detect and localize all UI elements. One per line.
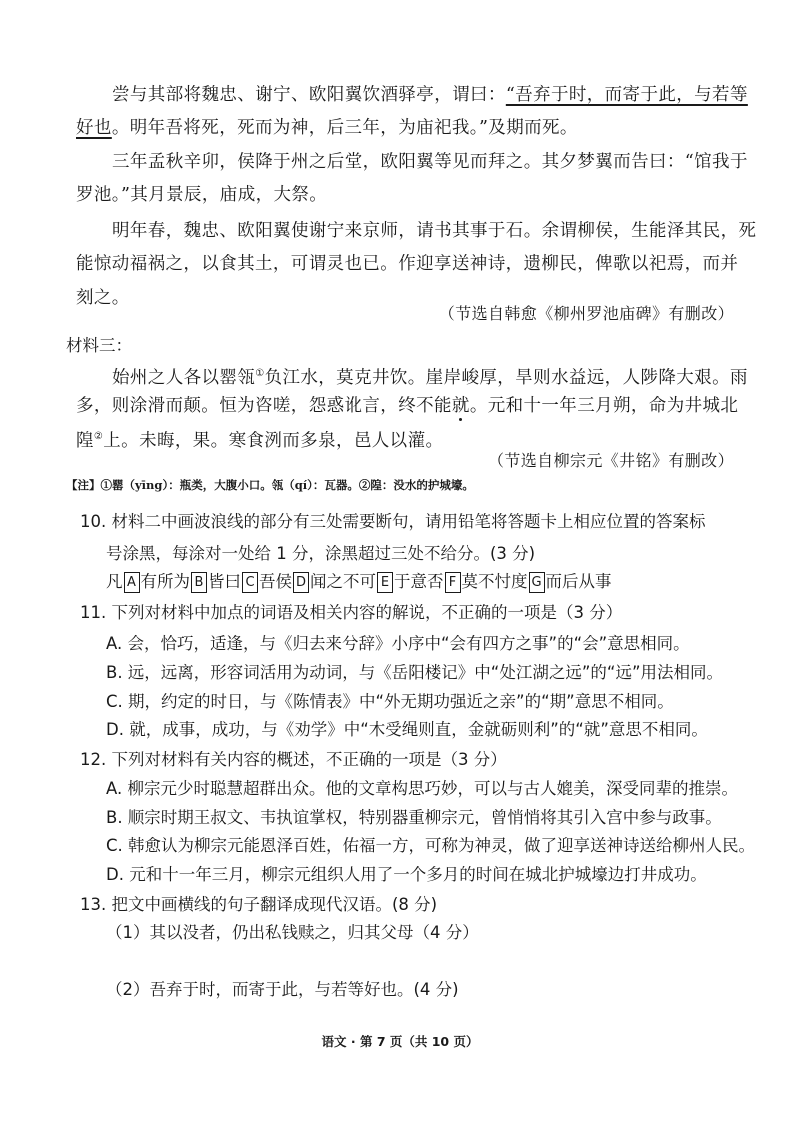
break-box-a: A — [124, 572, 140, 593]
break-box-d: D — [293, 572, 309, 593]
break-box-e: E — [377, 572, 393, 593]
q13-sentence-2: （2）吾弃于时，而寄于此，与若等好也。(4 分) — [106, 980, 459, 999]
q12-stem: 12. 下列对材料有关内容的概述，不正确的一项是（3 分） — [80, 750, 507, 769]
break-box-c: C — [242, 572, 258, 593]
material3-heading: 材料三： — [66, 336, 132, 355]
underlined-sentence-end: 好也 — [76, 118, 112, 138]
q10-stem-line2: 号涂黑，每涂对一处给 1 分，涂黑超过三处不给分。(3 分) — [106, 544, 536, 563]
material2-p1-line1 — [112, 83, 748, 107]
footnote-mark: ② — [93, 431, 104, 442]
q12-option-b: B. 顺宗时期王叔文、韦执谊掌权，特别器重柳宗元，曾悄悄将其引入宫中参与政事。 — [106, 808, 722, 827]
q13-stem: 13. 把文中画横线的句子翻译成现代汉语。(8 分) — [80, 895, 438, 914]
text: 多，则涂滑而颠。恒为咨嗟，怨惑讹言，终不能 — [76, 396, 452, 416]
material3-line1 — [112, 362, 748, 390]
break-segment: 莫不忖度 — [461, 572, 528, 591]
material2-p3-line3: 刻之。 — [76, 288, 130, 308]
text: 隍 — [76, 430, 94, 451]
q12-option-d: D. 元和十一年三月，柳宗元组织人用了一个多月的时间在城北护城壕边打井成功。 — [106, 865, 707, 884]
material3-line3 — [76, 425, 443, 453]
q10-stem-line1: 10. 材料二中画波浪线的部分有三处需要断句，请用铅笔将答题卡上相应位置的答案标 — [80, 512, 706, 531]
break-segment: 凡 — [106, 572, 123, 591]
break-segment: 吾侯 — [259, 572, 292, 591]
q11-option-c: C. 期，约定的时日，与《陈情表》中“外无期功强近之亲”的“期”意思不相同。 — [106, 692, 674, 711]
footnote: 【注】①罂（yīng）：瓶类，大腹小口。瓴（qí）：瓦器。②隍：没水的护城壕。 — [66, 478, 474, 492]
underlined-sentence: “吾弃于时，而寄于此，与若等 — [505, 85, 748, 105]
q10-break-sequence — [106, 570, 612, 594]
material3-source: （节选自柳宗元《井铭》有删改） — [487, 451, 734, 470]
text: 尝与其部将魏忠、谢宁、欧阳翼饮酒驿亭，谓曰： — [112, 85, 506, 105]
dotted-word: 就 — [451, 396, 470, 416]
material3-line2 — [76, 394, 738, 418]
text: 。明年吾将死，死而为神，后三年，为庙祀我。”及期而死。 — [111, 118, 578, 138]
break-segment: 闻之不可 — [310, 572, 376, 591]
material2-p3-line2: 能惊动福祸之，以食其土，可谓灵也已。作迎享送神诗，遗柳民，俾歌以祀焉，而并 — [76, 254, 739, 274]
q11-option-a: A. 会，恰巧，适逢，与《归去来兮辞》小序中“会有四方之事”的“会”意思相同。 — [106, 634, 690, 653]
break-box-f: F — [445, 572, 461, 593]
material2-source: （节选自韩愈《柳州罗池庙碑》有删改） — [438, 304, 734, 323]
break-segment: 于意否 — [394, 572, 444, 591]
break-box-g: G — [529, 572, 545, 593]
break-segment: 而后从事 — [545, 572, 612, 591]
q12-option-c: C. 韩愈认为柳宗元能恩泽百姓，佑福一方，可称为神灵，做了迎享送神诗送给柳州人民。 — [106, 836, 756, 855]
break-box-b: B — [191, 572, 207, 593]
q11-option-b: B. 远，远离，形容词活用为动词，与《岳阳楼记》中“处江湖之远”的“远”用法相同。 — [106, 663, 724, 682]
material2-p2-line1: 三年孟秋辛卯，侯降于州之后堂，欧阳翼等见而拜之。其夕梦翼而告曰：“馆我于 — [112, 152, 748, 172]
material2-p3-line1: 明年春，魏忠、欧阳翼使谢宁来京师，请书其事于石。余谓柳侯，生能泽其民，死 — [112, 221, 757, 241]
q13-sentence-1: （1）其以没者，仍出私钱赎之，归其父母（4 分） — [106, 923, 479, 942]
text: 上。未晦，果。寒食洌而多泉，邑人以灌。 — [103, 430, 444, 451]
q12-option-a: A. 柳宗元少时聪慧超群出众。他的文章构思巧妙，可以与古人媲美，深受同辈的推崇。 — [106, 779, 738, 798]
break-segment: 有所为 — [140, 572, 190, 591]
material2-p2-line2: 罗池。”其月景辰，庙成，大祭。 — [76, 185, 328, 205]
material2-p1-line2 — [76, 116, 578, 140]
text: 负江水，莫克井饮。崖岸峻厚，旱则水益远，人陟降大艰。雨 — [264, 367, 748, 388]
footnote-mark: ① — [255, 368, 265, 379]
text: 始州之人各以罂瓴 — [112, 367, 256, 388]
q11-option-d: D. 就，成事，成功，与《劝学》中“木受绳则直，金就砺则利”的“就”意思不相同。 — [106, 720, 708, 739]
page-footer: 语文 · 第 7 页（共 10 页） — [321, 1034, 479, 1049]
q11-stem: 11. 下列对材料中加点的词语及相关内容的解说，不正确的一项是（3 分） — [80, 603, 623, 622]
text: 。元和十一年三月朔，命为井城北 — [469, 396, 739, 416]
break-segment: 皆曰 — [208, 572, 241, 591]
